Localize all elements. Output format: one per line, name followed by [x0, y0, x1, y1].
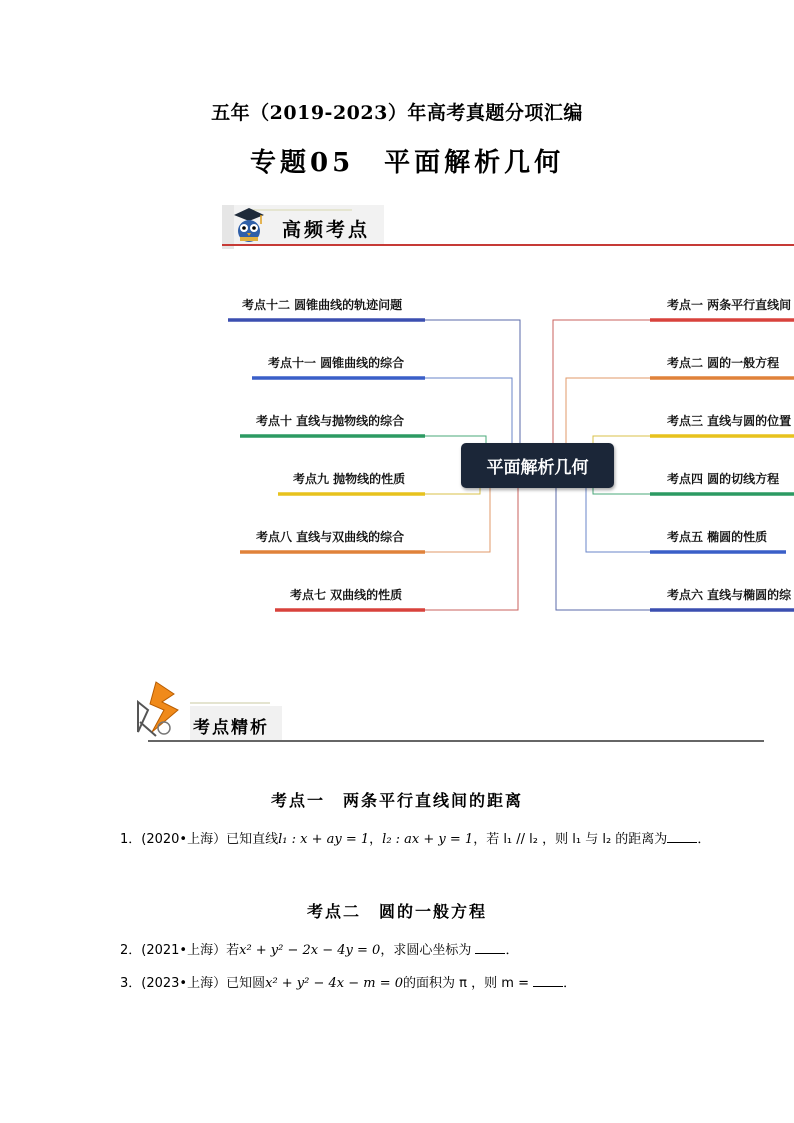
question-1-line1-eq: l₁ : x + ay = 1: [278, 832, 370, 847]
mindmap-topic-4: 考点四 圆的切线方程: [667, 472, 780, 486]
mindmap-topic-11: 考点十一 圆锥曲线的综合: [268, 356, 405, 370]
answer-blank: [533, 975, 563, 987]
mindmap-topic-6: 考点六 直线与椭圆的综: [667, 588, 792, 602]
question-1-end: ．: [697, 832, 711, 847]
question-3-mid: 的面积为 π ，则 m =: [403, 976, 529, 991]
question-1-condition: ，若 l₁ // l₂ ，则 l₁ 与 l₂ 的距离为: [473, 832, 668, 847]
question-1-sep: ，: [369, 832, 383, 847]
mindmap-topic-10: 考点十 直线与抛物线的综合: [256, 414, 405, 428]
mindmap-topic-7: 考点七 双曲线的性质: [290, 588, 403, 602]
topic2-heading: 考点二 圆的一般方程: [306, 902, 487, 921]
question-2-mid: ，求圆心坐标为: [380, 943, 472, 958]
question-2-end: ．: [505, 943, 519, 958]
question-3-prefix: 3．(2023•上海）已知圆: [120, 976, 266, 991]
mindmap-topic-3: 考点三 直线与圆的位置: [667, 414, 792, 428]
question-2: [120, 939, 519, 958]
question-1-prefix: 1．(2020•上海）已知直线: [120, 832, 279, 847]
answer-blank: [475, 942, 505, 954]
topic-title: 专题05 平面解析几何: [250, 148, 565, 178]
mindmap-topic-2: 考点二 圆的一般方程: [667, 356, 780, 370]
question-3: [120, 972, 576, 991]
question-3-eq: x² + y² − 4x − m = 0: [265, 976, 404, 991]
mindmap-topic-1: 考点一 两条平行直线间: [667, 298, 792, 312]
question-2-prefix: 2．(2021•上海）若: [120, 943, 240, 958]
section-label-frequent: 高频考点: [282, 219, 371, 241]
document-title: 五年（2019-2023）年高考真题分项汇编: [211, 102, 583, 124]
section-label-analysis: 考点精析: [193, 718, 269, 738]
question-1-line2-eq: l₂ : ax + y = 1: [382, 832, 474, 847]
mindmap-topic-12: 考点十二 圆锥曲线的轨迹问题: [242, 298, 403, 312]
question-3-end: ．: [563, 976, 577, 991]
mindmap-topic-9: 考点九 抛物线的性质: [293, 472, 406, 486]
mindmap-topic-8: 考点八 直线与双曲线的综合: [256, 530, 405, 544]
question-2-eq: x² + y² − 2x − 4y = 0: [239, 943, 381, 958]
mindmap-center-node: 平面解析几何: [461, 443, 614, 488]
mindmap-topic-5: 考点五 椭圆的性质: [667, 530, 768, 544]
drafting-tools-icon: [134, 680, 186, 738]
question-1: [120, 828, 710, 847]
answer-blank: [667, 831, 697, 843]
topic1-heading: 考点一 两条平行直线间的距离: [270, 791, 523, 810]
